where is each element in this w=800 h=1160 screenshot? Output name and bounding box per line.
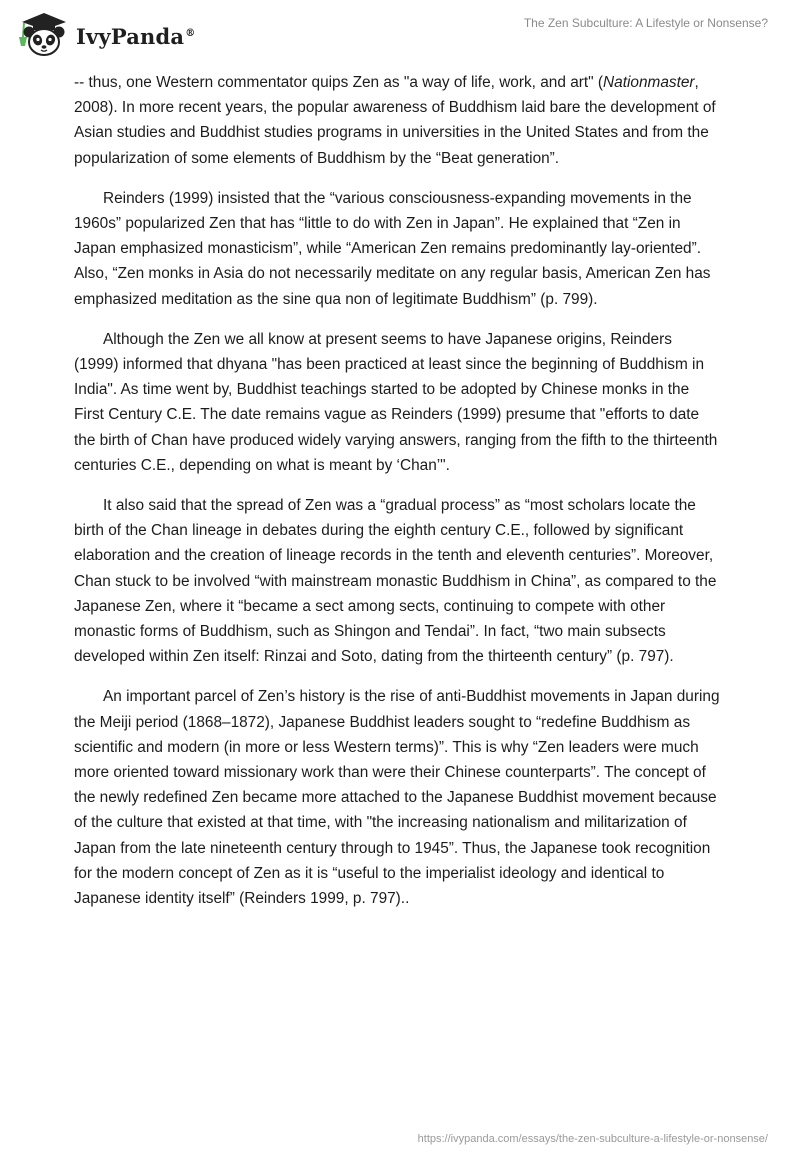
paragraph-1 xyxy=(74,70,720,171)
page-header xyxy=(0,0,800,70)
paragraph-5: An important parcel of Zen’s history is the rise of anti-Buddhist movements in Japan during the Meiji period (1868–1872), Japanese Buddhist leaders sought to “redefine Buddhism as scientific and modern (in more or less Western terms)”. This is why “Zen leaders were much more oriented toward missionary work than were their Chinese counterparts”. The concept of the newly redefined Zen became more attached to the Japanese Buddhist movement because of the culture that existed at that time, with "the increasing nationalism and militarization of Japan from the late nineteenth century through to 1945”. Thus, the Japanese took recognition for the modern concept of Zen as it is “useful to the imperialist ideology and identical to Japanese identity itself” (Reinders 1999, p. 797).. xyxy=(74,688,720,908)
source-url[interactable]: https://ivypanda.com/essays/the-zen-subculture-a-lifestyle-or-nonsense/ xyxy=(417,1133,768,1145)
ivypanda-logo[interactable] xyxy=(14,8,195,58)
source-title: Nationmaster xyxy=(603,74,695,91)
paragraph-1-start: -- thus, one Western commentator quips Zen as "a way of life, work, and art" ( xyxy=(74,74,604,91)
registered-mark: ® xyxy=(185,27,196,39)
paragraph-3: Although the Zen we all know at present seems to have Japanese origins, Reinders (1999) informed that dhyana "has been practiced at least since the beginning of Buddhism in India". As time went by, Buddhist teachings started to be adopted by Chinese monks in the First Century C.E. The date remains vague as Reinders (1999) presume that "efforts to date the birth of Chan have produced widely varying answers, ranging from the fifth to the thirteenth centuries C.E., depending on what is meant by ‘Chan’". xyxy=(74,330,718,474)
brand-name xyxy=(76,24,195,49)
paragraph-1-end: , 2008). In more recent years, the popular awareness of Buddhism laid bare the development of Asian studies and Buddhist studies programs in universities in the United States and from the popularization of some elements of Buddhism by the “Beat generation”. xyxy=(74,74,716,167)
paragraph-4: It also said that the spread of Zen was a “gradual process” as “most scholars locate the birth of the Chan lineage in debates during the eighth century C.E., followed by significant elaboration and the creation of lineage records in the tenth and eleventh centuries”. Moreover, Chan stuck to be involved “with mainstream monastic Buddhism in China”, as compared to the Japanese Zen, where it “became a sect among sects, continuing to compete with other monastic forms of Buddhism, such as Shingon and Tendai”. In fact, “two main subsects developed within Zen itself: Rinzai and Soto, dating from the thirteenth century” (p. 797). xyxy=(74,497,717,666)
document-title: The Zen Subculture: A Lifestyle or Nonsense? xyxy=(523,16,768,30)
paragraph-2: Reinders (1999) insisted that the “various consciousness-expanding movements in the 1960s” popularized Zen that has “little to do with Zen in Japan”. He explained that “Zen in Japan emphasized monasticism”, while “American Zen remains predominantly lay-oriented”. Also, “Zen monks in Asia do not necessarily meditate on any regular basis, American Zen has emphasized meditation as the sine qua non of legitimate Buddhism” (p. 799). xyxy=(74,189,711,308)
essay-body xyxy=(74,70,720,926)
brand-text: IvyPanda xyxy=(76,23,185,49)
panda-graduate-icon xyxy=(14,8,70,58)
